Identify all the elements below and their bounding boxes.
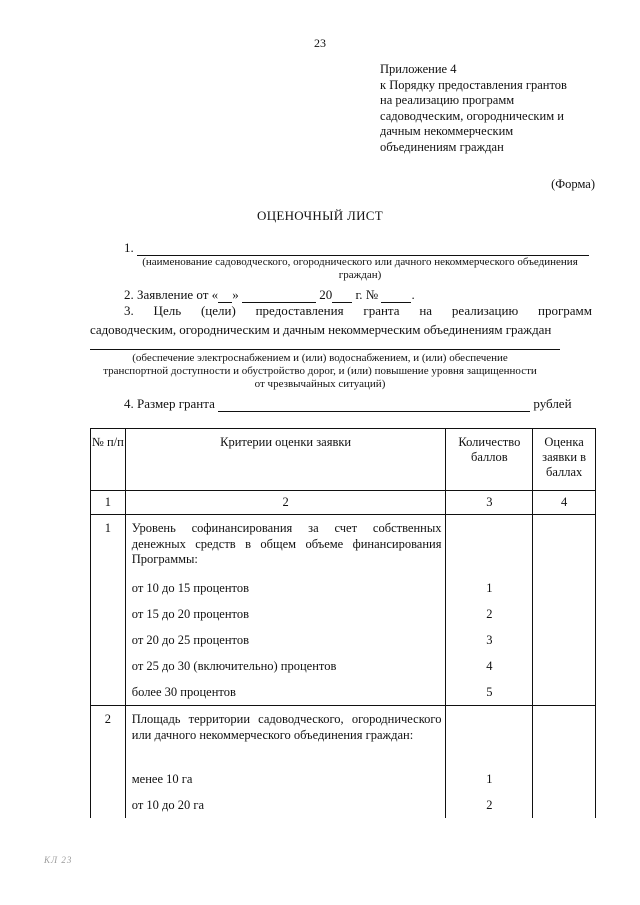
column-number: 4 xyxy=(533,491,596,515)
appendix-line: к Порядку предоставления грантов xyxy=(380,77,567,92)
option-points: 4 xyxy=(486,659,493,673)
option-label: более 30 процентов xyxy=(131,685,236,699)
header-cell-num xyxy=(91,429,126,491)
criterion-text: Площадь территории садоводческого, огороднического или дачного некоммерческого объединения граждан: xyxy=(131,712,442,742)
item-1-caption: (наименование садоводческого, огороднического или дачного некоммерческого объединения граждан) xyxy=(142,256,578,281)
criterion-row xyxy=(91,515,596,706)
organization-name-field[interactable] xyxy=(137,242,589,256)
item-3-text-line-2: садоводческим, огородническим и дачным некоммерческим объединениям граждан xyxy=(90,322,552,337)
option-points: 1 xyxy=(486,581,493,595)
document-title: ОЦЕНОЧНЫЙ ЛИСТ xyxy=(257,208,383,223)
option-points: 1 xyxy=(486,772,493,786)
appendix-line: Приложение 4 xyxy=(380,62,457,76)
option-points: 3 xyxy=(486,633,493,647)
score-cell[interactable] xyxy=(533,515,596,706)
criterion-num: 2 xyxy=(104,712,111,726)
score-cell[interactable] xyxy=(533,706,596,819)
header-num: № п/п xyxy=(91,435,124,449)
application-year-field[interactable] xyxy=(332,289,352,303)
criterion-row xyxy=(91,706,596,819)
column-number: 2 xyxy=(125,491,446,515)
column-number: 1 xyxy=(91,491,126,515)
table-header-row xyxy=(91,429,596,491)
item-3-text-line-1: 3. Цель (цели) предоставления гранта на реализацию программ xyxy=(124,303,592,318)
grant-amount-unit: рублей xyxy=(533,396,572,411)
option-label: от 10 до 15 процентов xyxy=(131,581,249,595)
appendix-line: садоводческим, огородническим и xyxy=(380,108,564,123)
header-criteria: Критерии оценки заявки xyxy=(220,435,352,449)
criterion-num-cell xyxy=(91,706,126,819)
appendix-line: дачным некоммерческим xyxy=(380,124,514,138)
points-cell xyxy=(446,515,533,706)
period: . xyxy=(411,287,415,302)
grant-amount-field[interactable] xyxy=(218,398,530,412)
application-date-label: 2. Заявление от « xyxy=(124,287,219,302)
criterion-text: Уровень софинансирования за счет собственных денежных средств в общем объеме финансирования Программы: xyxy=(131,521,442,566)
item-3-caption: (обеспечение электроснабжением и (или) водоснабжением, и (или) обеспечение транспортной доступности и обустройство дорог, и (или) повышение уровня защищенности от чрезвычайных ситуаций) xyxy=(103,352,537,390)
stamp-mark: КЛ 23 xyxy=(44,855,73,865)
item-1-number: 1. xyxy=(124,240,134,255)
option-label: от 10 до 20 га xyxy=(131,798,205,812)
header-cell-points xyxy=(446,429,533,491)
header-cell-criteria xyxy=(125,429,446,491)
column-number-row xyxy=(91,491,596,515)
appendix-line: на реализацию программ xyxy=(380,93,515,107)
appendix-line: объединениям граждан xyxy=(380,139,504,154)
option-label: от 25 до 30 (включительно) процентов xyxy=(131,659,337,673)
criterion-num: 1 xyxy=(104,521,111,535)
option-label: от 15 до 20 процентов xyxy=(131,607,249,621)
number-label: г. № xyxy=(355,287,379,302)
grant-amount-label: 4. Размер гранта xyxy=(124,396,215,411)
year-prefix: 20 xyxy=(319,287,333,302)
page-number: 23 xyxy=(314,36,326,50)
column-number: 3 xyxy=(446,491,533,515)
option-label: от 20 до 25 процентов xyxy=(131,633,249,647)
points-cell xyxy=(446,706,533,819)
form-label: (Форма) xyxy=(551,177,595,191)
option-label: менее 10 га xyxy=(131,772,193,786)
criterion-cell xyxy=(125,706,446,819)
option-points: 2 xyxy=(486,607,493,621)
appendix-header xyxy=(380,62,620,155)
application-number-field[interactable] xyxy=(381,289,411,303)
header-cell-score xyxy=(533,429,596,491)
item-3-text xyxy=(124,302,592,319)
criterion-cell xyxy=(125,515,446,706)
quote-close: » xyxy=(232,287,239,302)
header-score: Оценка заявки в баллах xyxy=(542,435,587,479)
criteria-table xyxy=(90,428,596,818)
option-points: 2 xyxy=(486,798,493,812)
criterion-num-cell xyxy=(91,515,126,706)
item-4-line xyxy=(124,396,594,412)
item-2-line xyxy=(124,287,415,303)
item-1-line xyxy=(124,240,589,256)
option-points: 5 xyxy=(486,685,493,699)
application-day-field[interactable] xyxy=(218,289,232,303)
header-points: Количество баллов xyxy=(458,435,521,464)
application-month-field[interactable] xyxy=(242,289,316,303)
goal-field[interactable] xyxy=(90,349,560,350)
